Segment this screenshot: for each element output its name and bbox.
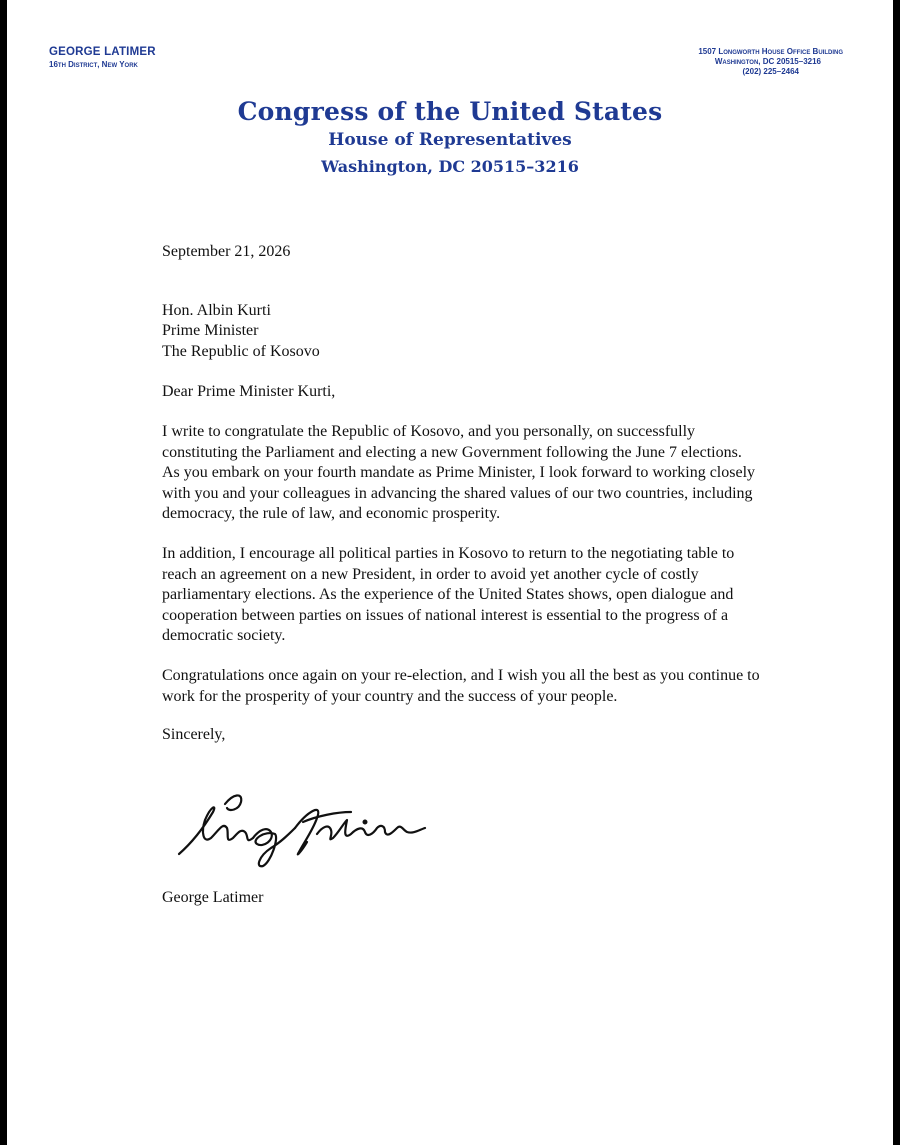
masthead-house: House of Representatives [328, 130, 572, 150]
recipient-country: The Republic of Kosovo [162, 342, 320, 360]
paragraph: Congratulations once again on your re-election, and I wish you all the best as you continue to work for the prosperity of your country and the success of your people. [162, 666, 760, 705]
letter-date: September 21, 2026 [162, 243, 291, 260]
member-district: 16th District, New York [49, 60, 138, 69]
handwritten-signature [167, 782, 437, 872]
recipient-block [162, 301, 762, 363]
recipient-title: Prime Minister [162, 322, 259, 340]
member-name: GEORGE LATIMER [49, 46, 156, 58]
letter-page [7, 0, 893, 1145]
office-address [698, 47, 843, 77]
masthead-congress: Congress of the United States [237, 97, 663, 126]
closing: Sincerely, [162, 726, 226, 744]
salutation: Dear Prime Minister Kurti, [162, 383, 336, 401]
letter-body [162, 242, 762, 746]
member-header [49, 46, 156, 69]
masthead-washington: Washington, DC 20515–3216 [321, 157, 579, 176]
office-phone: (202) 225–2464 [742, 67, 799, 76]
office-address-line2: Washington, DC 20515–3216 [714, 57, 821, 66]
recipient-name: Hon. Albin Kurti [162, 301, 271, 319]
paragraph: In addition, I encourage all political parties in Kosovo to return to the negotiating table to reach an agreement on a new President, in order to avoid yet another cycle of costly parliamentary elections. As the experience of the United States shows, open dialogue and cooperation between parties on issues of national interest is essential to the progress of a democratic society. [162, 544, 735, 645]
signer-name: George Latimer [162, 889, 264, 906]
office-address-line1: 1507 Longworth House Office Building [698, 47, 843, 56]
paragraph: I write to congratulate the Republic of Kosovo, and you personally, on successfully constituting the Parliament and electing a new Government following the June 7 elections. As you embark on your fourth mandate as Prime Minister, I look forward to working closely with you and your colleagues in advancing the shared values of our two countries, including democracy, the rule of law, and economic prosperity. [162, 422, 756, 523]
